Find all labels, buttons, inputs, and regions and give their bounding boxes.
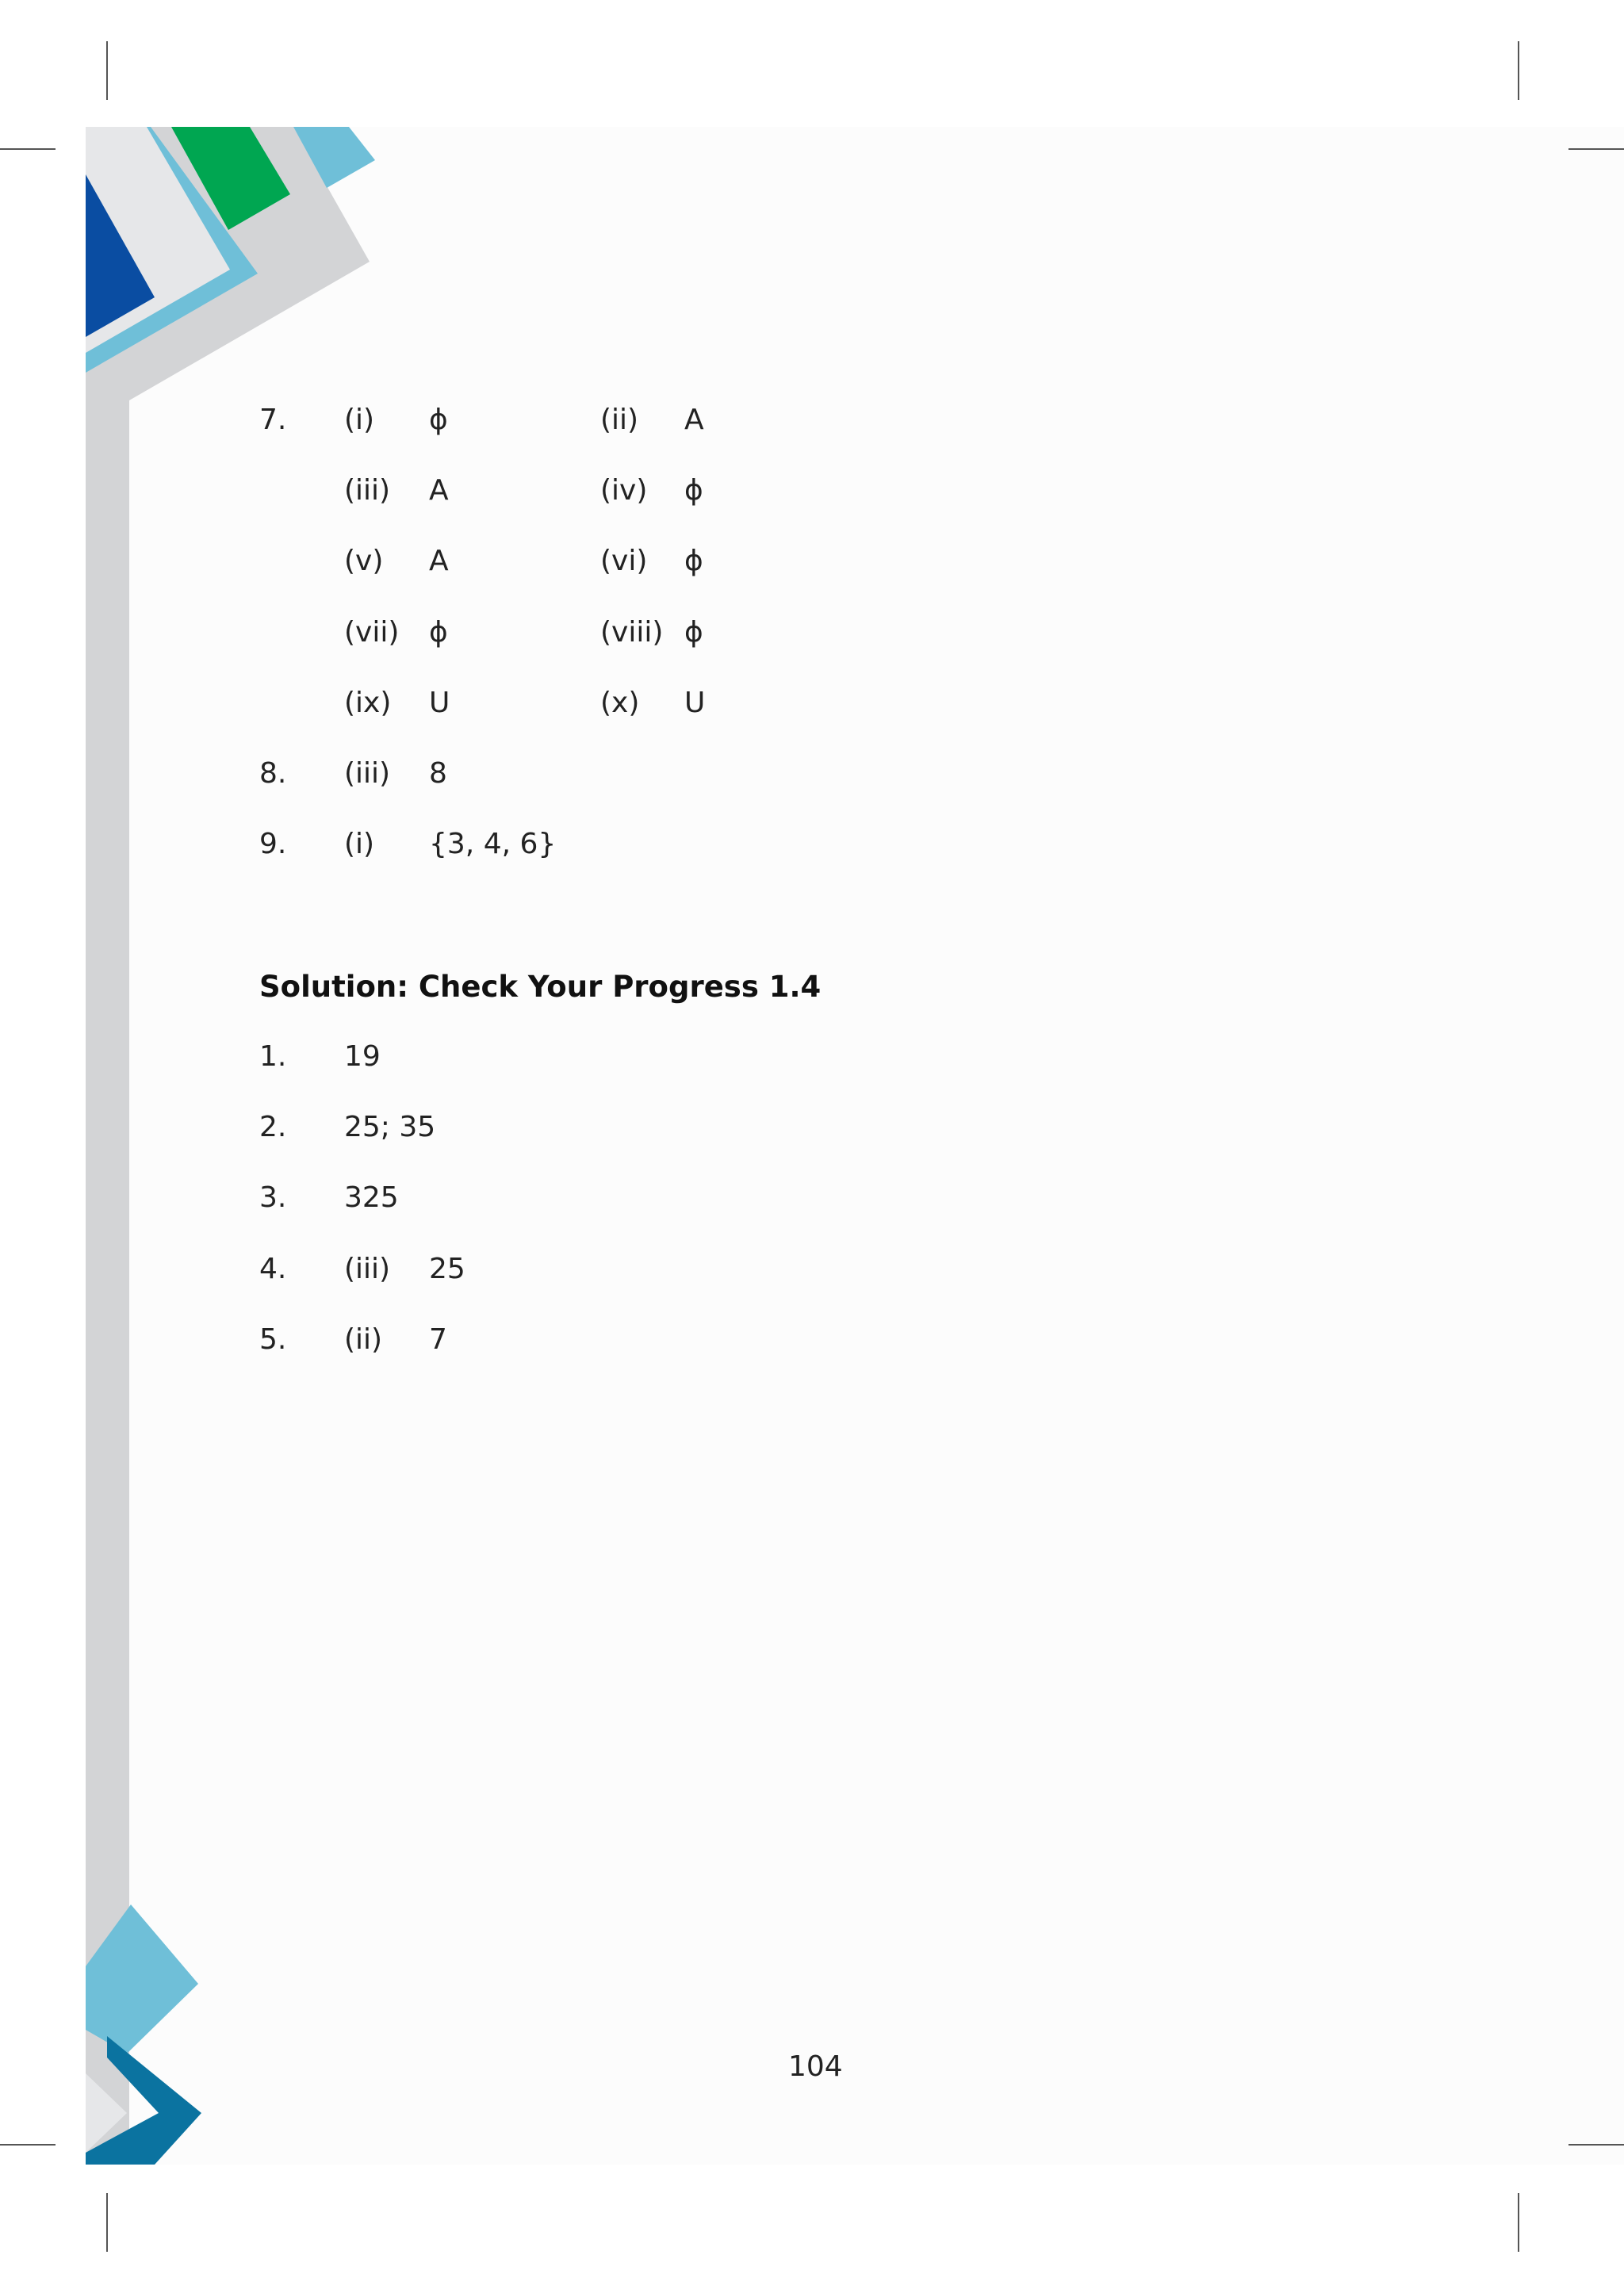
part-label: (ix) [344, 687, 392, 719]
part-label: (v) [344, 545, 384, 577]
question-number: 3. [259, 1181, 287, 1214]
answer-row [0, 686, 952, 733]
part-answer: ϕ [429, 404, 448, 436]
part-label: (viii) [600, 616, 664, 649]
part-label: (iii) [344, 1253, 391, 1285]
part-label: (iii) [344, 474, 391, 507]
part-answer: 25 [429, 1253, 465, 1285]
part-answer: A [684, 404, 704, 436]
answer-value: 25; 35 [344, 1111, 436, 1143]
answer-row [0, 1323, 952, 1370]
part-label: (iii) [344, 757, 391, 790]
part-label: (i) [344, 828, 375, 860]
part-answer: ϕ [684, 474, 703, 507]
solution-heading: Solution: Check Your Progress 1.4 [259, 970, 822, 1004]
part-answer: 7 [429, 1323, 447, 1356]
answer-row [0, 544, 952, 591]
answer-value: 19 [344, 1040, 381, 1073]
answer-row [0, 1181, 952, 1228]
answer-row [0, 1252, 952, 1300]
question-number: 9. [259, 828, 287, 860]
answer-row [0, 473, 952, 521]
question-number: 2. [259, 1111, 287, 1143]
part-label: (ii) [600, 404, 639, 436]
part-answer: U [684, 687, 706, 719]
question-number: 5. [259, 1323, 287, 1356]
part-answer: {3, 4, 6} [429, 828, 557, 860]
question-number: 4. [259, 1253, 287, 1285]
part-answer: ϕ [429, 616, 448, 649]
answer-row [0, 827, 952, 875]
part-answer: A [429, 474, 449, 507]
answer-value: 325 [344, 1181, 399, 1214]
part-label: (vii) [344, 616, 400, 649]
question-number: 7. [259, 404, 287, 436]
part-answer: ϕ [684, 616, 703, 649]
answer-row [0, 1039, 952, 1087]
part-label: (ii) [344, 1323, 383, 1356]
question-number: 8. [259, 757, 287, 790]
part-answer: U [429, 687, 450, 719]
answer-row [0, 403, 952, 450]
answer-row [0, 1110, 952, 1158]
part-answer: 8 [429, 757, 447, 790]
answer-row [0, 615, 952, 663]
part-answer: ϕ [684, 545, 703, 577]
question-number: 1. [259, 1040, 287, 1073]
page-number: 104 [788, 2050, 843, 2083]
part-label: (i) [344, 404, 375, 436]
part-answer: A [429, 545, 449, 577]
part-label: (vi) [600, 545, 648, 577]
part-label: (x) [600, 687, 640, 719]
answer-row [0, 756, 952, 804]
part-label: (iv) [600, 474, 648, 507]
